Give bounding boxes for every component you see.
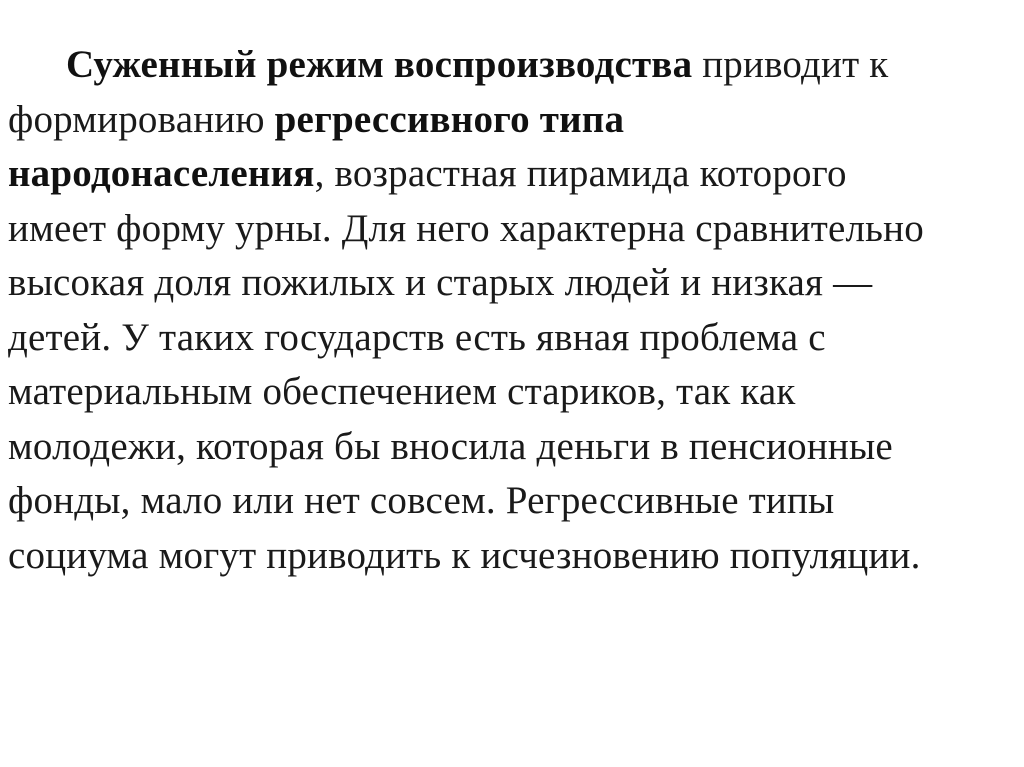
text-run: фонды, мало или нет совсем. Регрессивные типы: [8, 479, 835, 522]
text-run: формированию: [8, 97, 275, 141]
text-run: материальным обеспечением стариков, так как: [8, 370, 796, 413]
bold-term: Суженный режим воспроизводства: [66, 43, 693, 86]
text-line: [8, 202, 1024, 257]
text-line: [8, 365, 1024, 420]
text-run: высокая доля пожилых и старых людей и низкая —: [8, 261, 873, 304]
text-line: [8, 93, 1024, 148]
text-run: приводит к: [692, 43, 889, 86]
bold-term: регрессивного типа: [274, 97, 625, 141]
text-run: имеет форму урны. Для него характерна сравнительно: [8, 206, 924, 250]
text-line: [8, 147, 1024, 202]
text-run: , возрастная пирамида которого: [314, 152, 847, 195]
bold-term: народонаселения: [8, 152, 315, 195]
text-line: [8, 256, 1024, 311]
text-line: [8, 420, 1024, 475]
text-run: молодежи, которая бы вносила деньги в пенсионные: [8, 424, 893, 468]
text-run: детей. У таких государств есть явная проблема с: [8, 315, 826, 359]
text-line: [8, 38, 1024, 93]
text-line: [8, 311, 1024, 366]
text-run: социума могут приводить к исчезновению популяции.: [8, 533, 921, 577]
body-paragraph: [8, 38, 1024, 583]
text-line: [8, 529, 1024, 584]
text-line: [8, 474, 1024, 529]
